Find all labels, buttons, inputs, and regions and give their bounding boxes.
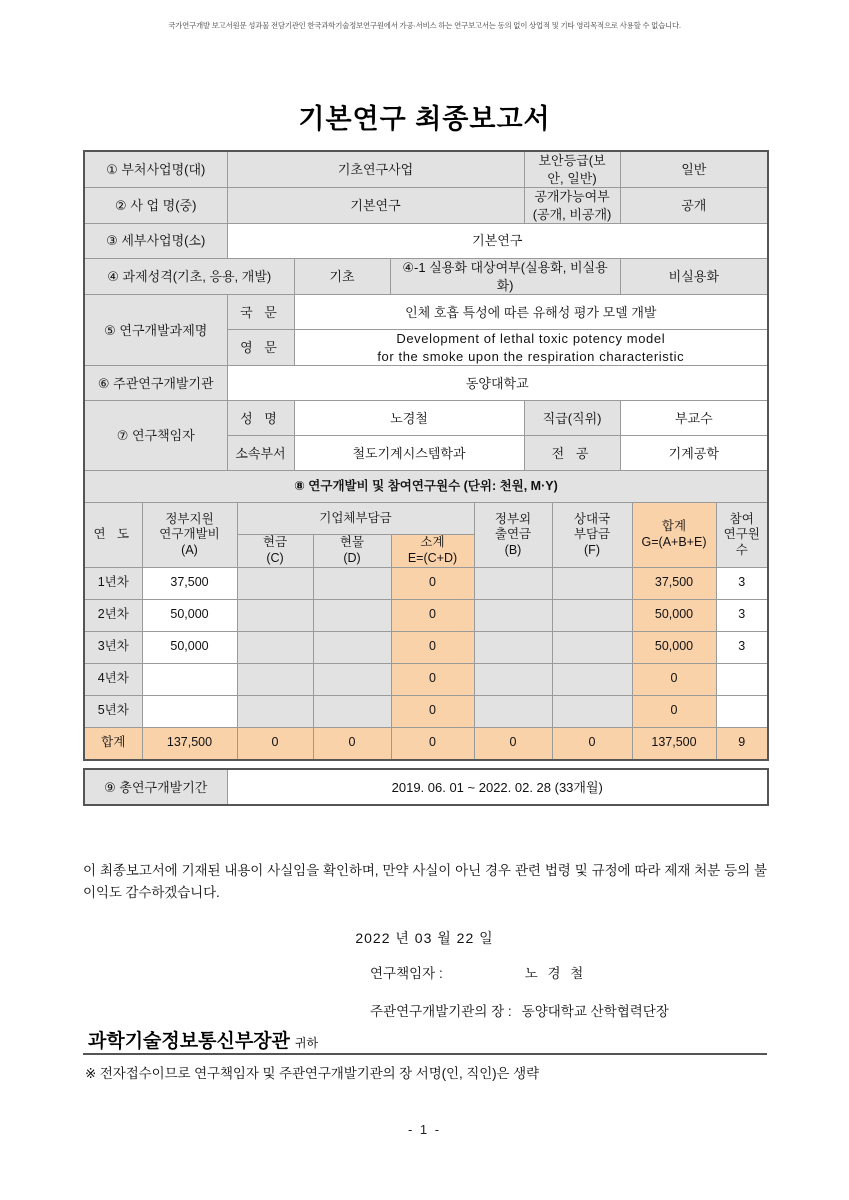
row7-major-value: 기계공학 [620, 436, 768, 471]
total-row-nongov: 0 [474, 727, 552, 760]
row7-dept-value: 철도기계시스템학과 [294, 436, 524, 471]
counterpart-value [552, 631, 632, 663]
minister-addressee [88, 1026, 318, 1053]
table-row [84, 567, 768, 599]
gov-value: 50,000 [142, 631, 237, 663]
inkind-value [313, 631, 391, 663]
row3-value: 기본연구 [227, 224, 768, 259]
row5-ko-value: 인체 호흡 특성에 따른 유해성 평가 모델 개발 [294, 295, 768, 330]
total-row-label: 합계 [84, 727, 142, 760]
counterpart-line2: 부담금 [573, 527, 611, 542]
table-row [84, 663, 768, 695]
footnote: ※ 전자접수이므로 연구책임자 및 주관연구개발기관의 장 서명(인, 직인)은 생략 [85, 1066, 540, 1081]
org-label: 주관연구개발기관의 장 : [370, 1004, 512, 1019]
pi-name: 노 경 철 [524, 966, 587, 981]
inkind-line1: 현물 [339, 535, 365, 550]
inkind-value [313, 567, 391, 599]
total-row-total: 137,500 [632, 727, 716, 760]
budget-caption: ⑧ 연구개발비 및 참여연구원수 (단위: 천원, M·Y) [84, 471, 768, 503]
page-title: 기본연구 최종보고서 [298, 104, 551, 134]
year-label: 5년차 [84, 695, 142, 727]
total-row-subtotal: 0 [391, 727, 474, 760]
row1-right-value: 일반 [620, 151, 768, 188]
budget-header-company-group: 기업체부담금 [237, 503, 474, 535]
confirmation-statement: 이 최종보고서에 기재된 내용이 사실임을 확인하며, 만약 사실이 아닌 경우 관련 법령 및 규정에 따라 제재 처분 등의 불이익도 감수하겠습니다. [83, 863, 767, 901]
counterpart-line1: 상대국 [573, 511, 611, 526]
budget-caption-row [84, 471, 768, 503]
nongov-line1: 정부외 [494, 511, 532, 526]
table-row [84, 295, 768, 330]
year-label: 3년차 [84, 631, 142, 663]
nongov-line2: 출연금 [494, 527, 532, 542]
researchers-value: 3 [716, 567, 768, 599]
total-row-gov: 137,500 [142, 727, 237, 760]
budget-header-row [84, 503, 768, 535]
year-label: 2년차 [84, 599, 142, 631]
row1-value: 기초연구사업 [227, 151, 524, 188]
gov-support-line3: (A) [181, 542, 198, 557]
total-value: 37,500 [632, 567, 716, 599]
pi-signature-row [370, 962, 586, 982]
budget-header-gov-support [142, 503, 237, 567]
pi-label: 연구책임자 : [370, 966, 443, 981]
report-tables [83, 150, 767, 806]
inkind-line2: (D) [343, 551, 361, 565]
row4-label: ④ 과제성격(기초, 응용, 개발) [84, 259, 294, 295]
subtotal-value: 0 [391, 631, 474, 663]
row2-right-value: 공개 [620, 188, 768, 224]
row2-label: ② 사 업 명(중) [84, 188, 227, 224]
row5-en-value [294, 330, 768, 366]
row5-en-label: 영 문 [227, 330, 294, 366]
row7-label: ⑦ 연구책임자 [84, 401, 227, 471]
cash-value [237, 663, 313, 695]
total-value: 50,000 [632, 599, 716, 631]
inkind-value [313, 599, 391, 631]
nongov-value [474, 695, 552, 727]
counterpart-value [552, 567, 632, 599]
budget-header-year: 연 도 [84, 503, 142, 567]
row1-right-label: 보안등급(보안, 일반) [524, 151, 620, 188]
table-row [84, 599, 768, 631]
row5-en-line2: for the smoke upon the respiration characteristic [377, 348, 685, 364]
total-value: 0 [632, 695, 716, 727]
table-row [84, 224, 768, 259]
subtotal-value: 0 [391, 663, 474, 695]
budget-header-counterpart [552, 503, 632, 567]
researchers-value: 3 [716, 631, 768, 663]
researchers-value [716, 663, 768, 695]
row5-label: ⑤ 연구개발과제명 [84, 295, 227, 366]
row7-name-value: 노경철 [294, 401, 524, 436]
total-line1: 합계 [661, 519, 687, 534]
row4-right-value: 비실용화 [620, 259, 768, 295]
total-row-researchers: 9 [716, 727, 768, 760]
counterpart-value [552, 663, 632, 695]
row6-value: 동양대학교 [227, 366, 768, 401]
table-row [84, 188, 768, 224]
gov-value: 37,500 [142, 567, 237, 599]
row1-label: ① 부처사업명(대) [84, 151, 227, 188]
table-row [84, 151, 768, 188]
horizontal-divider [83, 1053, 767, 1055]
counterpart-line3: (F) [584, 542, 600, 557]
inkind-value [313, 663, 391, 695]
gov-value [142, 695, 237, 727]
subtotal-value: 0 [391, 695, 474, 727]
gov-support-line2: 연구개발비 [159, 527, 220, 542]
year-label: 1년차 [84, 567, 142, 599]
row7-rank-value: 부교수 [620, 401, 768, 436]
period-label: ⑨ 총연구개발기간 [84, 769, 227, 805]
researchers-value [716, 695, 768, 727]
row2-right-label: 공개가능여부(공개, 비공개) [524, 188, 620, 224]
minister-suffix: 귀하 [294, 1036, 319, 1050]
org-name: 동양대학교 산학협력단장 [521, 1004, 669, 1019]
cash-line1: 현금 [262, 535, 288, 550]
cash-value [237, 567, 313, 599]
total-value: 50,000 [632, 631, 716, 663]
row5-ko-label: 국 문 [227, 295, 294, 330]
row6-label: ⑥ 주관연구개발기관 [84, 366, 227, 401]
table-row [84, 366, 768, 401]
subtotal-value: 0 [391, 567, 474, 599]
table-row [84, 259, 768, 295]
table-row [84, 401, 768, 436]
table-row [84, 631, 768, 663]
total-row-counterpart: 0 [552, 727, 632, 760]
cash-value [237, 599, 313, 631]
budget-table [83, 470, 769, 760]
subtotal-line2: E=(C+D) [407, 551, 458, 565]
counterpart-value [552, 599, 632, 631]
subtotal-line1: 소계 [420, 535, 445, 550]
row4-value: 기초 [294, 259, 390, 295]
table-row [84, 769, 768, 805]
total-line2: G=(A+B+E) [641, 535, 707, 549]
budget-header-inkind [313, 535, 391, 567]
row3-label: ③ 세부사업명(소) [84, 224, 227, 259]
page-number: - 1 - [407, 1122, 442, 1137]
total-row-inkind: 0 [313, 727, 391, 760]
gov-support-line1: 정부지원 [165, 511, 214, 526]
nongov-value [474, 567, 552, 599]
project-info-table [83, 150, 769, 471]
cash-value [237, 631, 313, 663]
row2-value: 기본연구 [227, 188, 524, 224]
org-signature-row [370, 1000, 669, 1020]
copyright-notice: 국가연구개발 보고서원문 성과물 전담기관인 한국과학기술정보연구원에서 가공·서비스 하는 연구보고서는 동의 없이 상업적 및 기타 영리목적으로 사용할 수 없습니다. [168, 21, 681, 30]
subtotal-value: 0 [391, 599, 474, 631]
nongov-value [474, 599, 552, 631]
budget-header-total [632, 503, 716, 567]
signature-date: 2022 년 03 월 22 일 [355, 930, 494, 946]
budget-header-nongov [474, 503, 552, 567]
gov-value [142, 663, 237, 695]
cash-value [237, 695, 313, 727]
researchers-line1: 참여 [729, 511, 754, 526]
row7-dept-label: 소속부서 [227, 436, 294, 471]
budget-header-subtotal [391, 535, 474, 567]
researchers-value: 3 [716, 599, 768, 631]
counterpart-value [552, 695, 632, 727]
nongov-line3: (B) [504, 542, 522, 557]
row7-name-label: 성 명 [227, 401, 294, 436]
period-value: 2019. 06. 01 ~ 2022. 02. 28 (33개월) [227, 769, 768, 805]
row5-en-line1: Development of lethal toxic potency model [396, 331, 666, 347]
budget-header-researchers [716, 503, 768, 567]
inkind-value [313, 695, 391, 727]
row7-major-label: 전 공 [524, 436, 620, 471]
row7-rank-label: 직급(직위) [524, 401, 620, 436]
nongov-value [474, 663, 552, 695]
year-label: 4년차 [84, 663, 142, 695]
total-value: 0 [632, 663, 716, 695]
gov-value: 50,000 [142, 599, 237, 631]
budget-total-row [84, 727, 768, 760]
table-row [84, 695, 768, 727]
minister-title: 과학기술정보통신부장관 [88, 1031, 290, 1052]
row4-right-label: ④-1 실용화 대상여부(실용화, 비실용화) [390, 259, 620, 295]
cash-line2: (C) [266, 551, 284, 565]
researchers-line2: 연구원수 [723, 527, 760, 557]
period-table [83, 768, 769, 806]
total-row-cash: 0 [237, 727, 313, 760]
budget-header-cash [237, 535, 313, 567]
nongov-value [474, 631, 552, 663]
